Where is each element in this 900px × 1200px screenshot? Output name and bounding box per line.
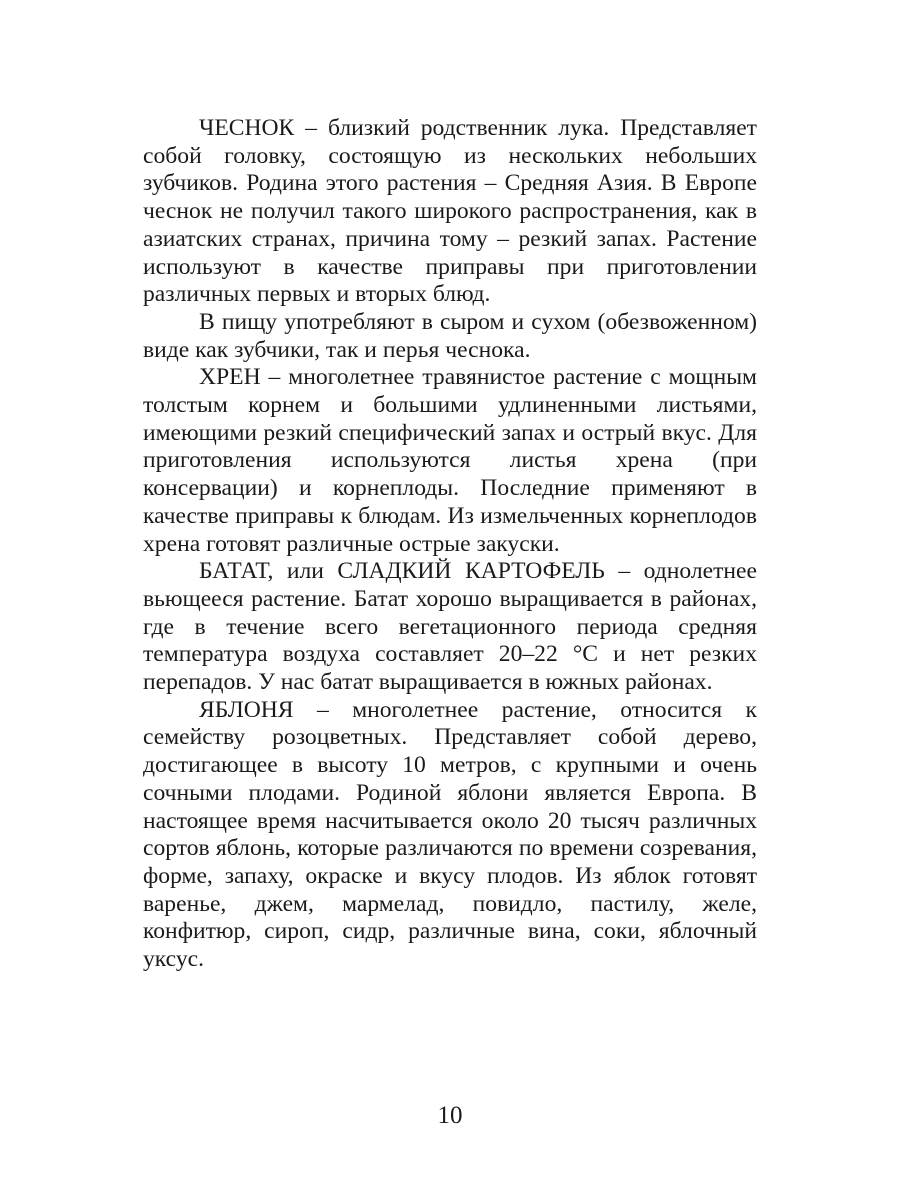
paragraph-garlic-usage: В пищу употребляют в сыром и сухом (обезвоженном) виде как зубчики, так и перья чеснока. [143, 308, 757, 363]
paragraph-horseradish: ХРЕН – многолетнее травянистое растение с мощным толстым корнем и большими удлиненными листьями, имеющими резкий специфический запах и острый вкус. Для приготовления используются листья хрена (при консервации) и корнеплоды. Последние применяют в качестве приправы к блюдам. Из измельченных корнеплодов хрена готовят различные острые закуски. [143, 364, 757, 557]
paragraph-garlic: ЧЕСНОК – близкий родственник лука. Представляет собой головку, состоящую из нескольких небольших зубчиков. Родина этого растения – Средняя Азия. В Европе чеснок не получил такого широкого распространения, как в азиатских странах, причина тому – резкий запах. Растение используют в качестве приправы при приготовлении различных первых и вторых блюд. [143, 115, 757, 308]
body-text [143, 115, 757, 974]
page-number: 10 [437, 1102, 463, 1129]
paragraph-sweet-potato: БАТАТ, или СЛАДКИЙ КАРТОФЕЛЬ – однолетнее вьющееся растение. Батат хорошо выращивается в районах, где в течение всего вегетационного периода средняя температура воздуха составляет 20–22 °С и нет резких перепадов. У нас батат выращивается в южных районах. [143, 558, 757, 696]
paragraph-apple-tree: ЯБЛОНЯ – многолетнее растение, относится к семейству розоцветных. Представляет собой дерево, достигающее в высоту 10 метров, с крупными и очень сочными плодами. Родиной яблони является Европа. В настоящее время насчитывается около 20 тысяч различных сортов яблонь, которые различаются по времени созревания, форме, запаху, окраске и вкусу плодов. Из яблок готовят варенье, джем, мармелад, повидло, пастилу, желе, конфитюр, сироп, сидр, различные вина, соки, яблочный уксус. [143, 696, 757, 973]
